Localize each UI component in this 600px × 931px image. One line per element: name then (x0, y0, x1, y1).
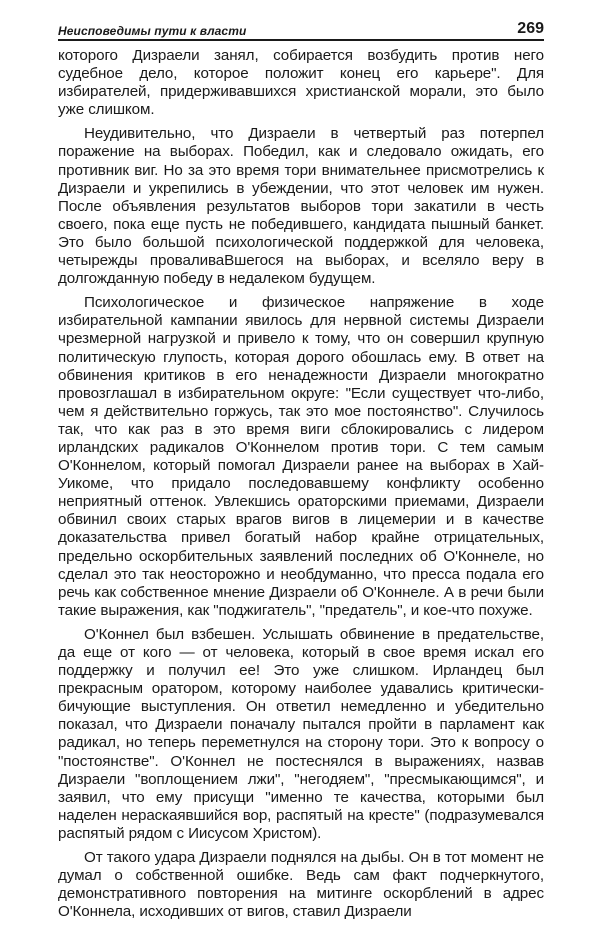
book-page (58, 16, 544, 927)
paragraph-2: Неудивительно, что Дизраели в четвертый раз потерпел поражение на выборах. Победил, как и следовало ожидать, его противник виг. Но за это время тори внимательнее присмотрелись к Дизраели и укрепились в убеждении, что этот человек им нужен. После объявления результатов выборов тори закатили в честь своего, пока еще пусть не победившего, кандидата пышный банкет. Это было большой психологической поддержкой для человека, четырежды проваливаВшегося на выборах, и вселяло веру в долгожданную победу в недалеком будущем. (58, 125, 544, 288)
paragraph-1: которого Дизраели занял, собирается возбудить против него судебное дело, которое положит конец его карьере". Для избирателей, придерживавшихся христианской морали, это было уже слишком. (58, 47, 544, 119)
running-title: Неисповедимы пути к власти (58, 24, 247, 38)
header-rule (58, 39, 544, 41)
body-text (58, 47, 544, 921)
paragraph-4: О'Коннел был взбешен. Услышать обвинение в предательстве, да еще от кого — от человека, который в свое время искал его поддержку и получил ее! Это уже слишком. Ирландец был прекрасным оратором, которому наиболее удавались критически-бичующие выступления. Он ответил немедленно и убедительно показал, что Дизраели поначалу пытался пройти в парламент как радикал, но теперь переметнулся на сторону тори. Это к вопросу о "постоянстве". О'Коннел не постеснялся в выражениях, назвав Дизраели "воплощением лжи", "негодяем", "пресмыкающимся", и заявил, что ему присущи "именно те качества, которыми был наделен нераскаявшийся вор, распятый на кресте" (подразумевался распятый рядом с Иисусом Христом). (58, 625, 544, 842)
paragraph-5: От такого удара Дизраели поднялся на дыбы. Он в тот момент не думал о собственной ошибке. Ведь сам факт подчеркнутого, демонстративного повторения на митинге оскорблений в адрес О'Коннела, исходивших от вигов, ставил Дизраели (58, 849, 544, 921)
paragraph-3: Психологическое и физическое напряжение в ходе избирательной кампании явилось для нервной системы Дизраели чрезмерной нагрузкой и привело к тому, что он совершил крупную политическую глупость, которая дорого обошлась ему. В ответ на обвинения критиков в его ненадежности Дизраели многократно провозглашал в избирательном округе: "Если существует что-либо, чем я действительно горжусь, так это мое постоянство". Случилось так, что как раз в это время виги сблокировались с лидером ирландских радикалов О'Коннелом против тори. С тем самым О'Коннелом, который помогал Дизраели ранее на выборах в Хай-Уикоме, что придало последовавшему конфликту особенно неприятный оттенок. Увлекшись ораторскими приемами, Дизраели обвинил своих старых врагов вигов в лицемерии и в качестве доказательства привел богатый набор крайне отрицательных, предельно оскорбительных заявлений последних об О'Коннеле, но сделал это так неосторожно и необдуманно, что пресса подала его речь как собственное мнение Дизраели об О'Коннеле. А в речи были такие выражения, как "поджигатель", "предатель", и кое-что похуже. (58, 294, 544, 619)
page-number: 269 (517, 20, 544, 37)
running-header (58, 16, 544, 38)
